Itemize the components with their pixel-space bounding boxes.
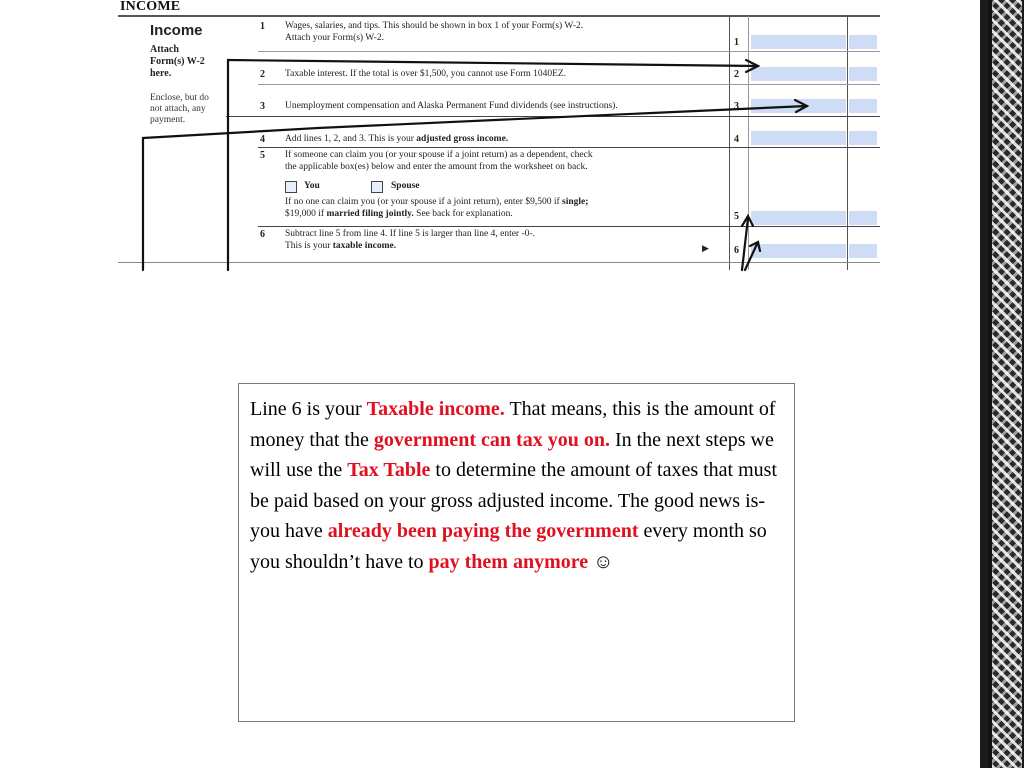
spouse-checkbox-label: Spouse	[391, 181, 420, 191]
section-title: INCOME	[120, 0, 181, 14]
highlighted-phrase: government can tax you on.	[373, 428, 610, 451]
line-ref: 2	[734, 69, 739, 80]
amount-field-line-5[interactable]	[751, 211, 846, 225]
tax-form-excerpt	[118, 0, 880, 270]
decorative-border	[980, 0, 1024, 768]
note-text-segment: In the next steps we will use the	[250, 428, 774, 482]
line-number: 6	[260, 229, 265, 240]
amount-field-line-1[interactable]	[751, 35, 846, 49]
explanation-box	[238, 383, 795, 722]
amount-field-line-3[interactable]	[751, 99, 846, 113]
note-text-segment: ☺	[588, 550, 614, 573]
line-1-text: Wages, salaries, and tips. This should be shown in box 1 of your Form(s) W-2. Attach your Form(s) W-2.	[285, 21, 584, 43]
line-3-text: Unemployment compensation and Alaska Permanent Fund dividends (see instructions).	[285, 101, 618, 111]
line-number: 5	[260, 150, 265, 161]
line-number: 3	[260, 101, 265, 112]
line-6-text: Subtract line 5 from line 4. If line 5 is larger than line 4, enter -0-. This is your taxable income.	[285, 229, 535, 251]
highlighted-phrase: Tax Table	[347, 459, 431, 482]
note-text-segment: to determine the amount of taxes that must be paid based on your gross adjusted income. The good news is- you have	[250, 459, 778, 543]
line-number: 1	[260, 21, 265, 32]
attach-w2-note: Attach Form(s) W-2 here.	[150, 44, 205, 79]
line-4-text: Add lines 1, 2, and 3. This is your adjusted gross income.	[285, 134, 509, 144]
line-number: 2	[260, 69, 265, 80]
note-text-segment: Line 6 is your	[250, 398, 367, 420]
income-label: Income	[150, 22, 203, 39]
note-text-segment: every month so you shouldn’t have to	[250, 520, 767, 573]
line-ref: 6	[734, 245, 739, 256]
pointer-marker-icon: ▶	[702, 243, 709, 253]
enclose-payment-note: Enclose, but do not attach, any payment.	[150, 93, 209, 125]
line-ref: 3	[734, 101, 739, 112]
line-ref: 5	[734, 211, 739, 222]
line-ref: 1	[734, 37, 739, 48]
line-5-text: If someone can claim you (or your spouse if a joint return) as a dependent, check the applicable box(es) below and enter the amount from the worksheet on back.	[285, 150, 593, 172]
note-text-segment: That means, this is the amount of money that the	[250, 398, 776, 451]
you-checkbox-label: You	[304, 181, 320, 191]
highlighted-phrase: already been paying the government	[327, 520, 639, 543]
amount-field-line-2[interactable]	[751, 67, 846, 81]
you-checkbox[interactable]	[285, 181, 297, 193]
amount-field-line-4[interactable]	[751, 131, 846, 145]
explanation-text	[250, 394, 790, 578]
line-2-text: Taxable interest. If the total is over $1,500, you cannot use Form 1040EZ.	[285, 69, 567, 79]
highlighted-phrase: pay them anymore	[428, 550, 589, 573]
amount-field-line-6[interactable]	[751, 244, 846, 258]
spouse-checkbox[interactable]	[371, 181, 383, 193]
highlighted-phrase: Taxable income.	[366, 398, 505, 420]
line-ref: 4	[734, 134, 739, 145]
line-5-instructions: If no one can claim you (or your spouse if a joint return), enter $9,500 if single; $19,000 if married filing jointly. See back for explanation.	[285, 197, 589, 219]
line-number: 4	[260, 134, 265, 145]
